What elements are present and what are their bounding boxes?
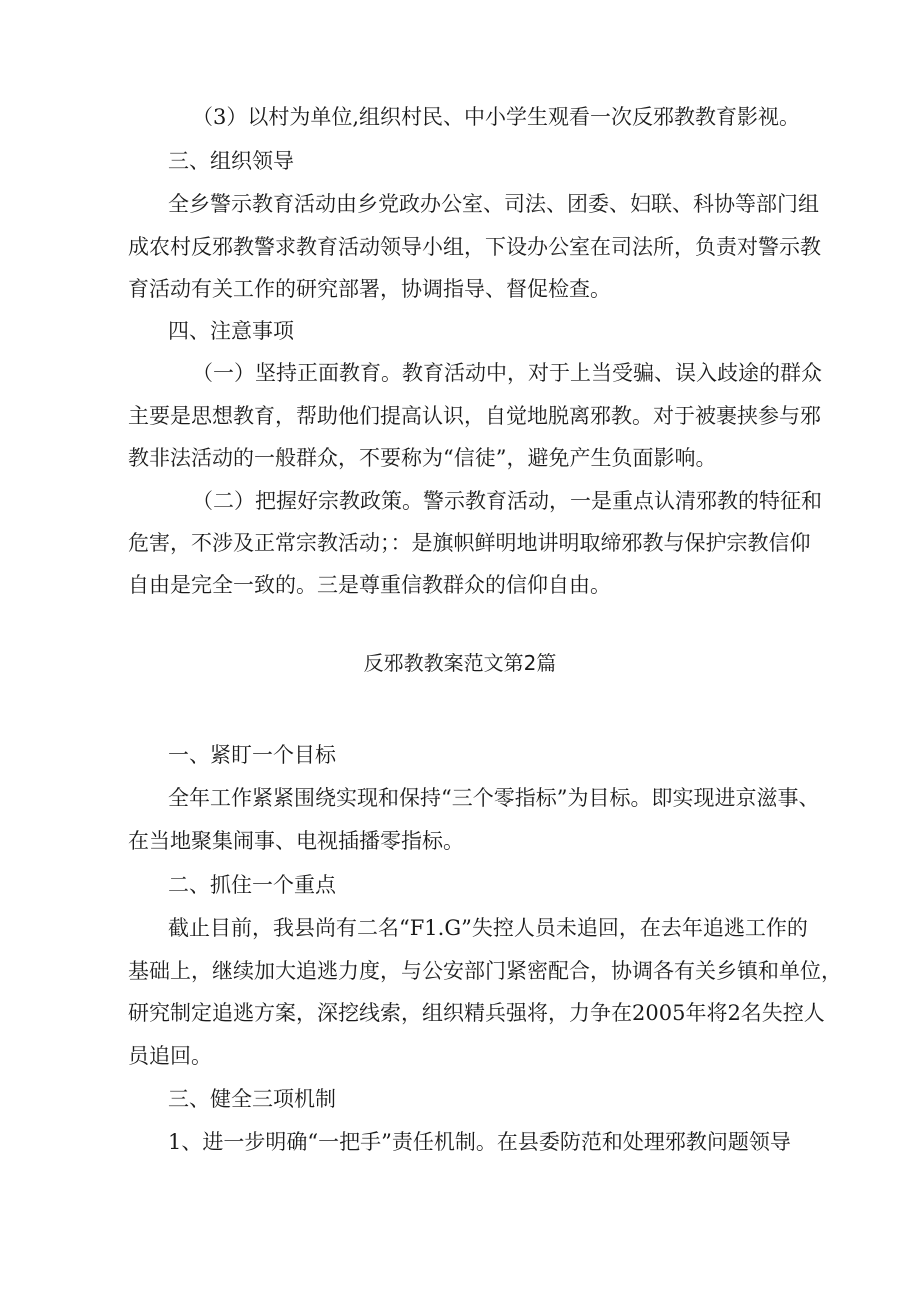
heading-organization: 三、组织领导	[168, 149, 294, 173]
note-2-line-1: （二）把握好宗教政策。警示教育活动，一是重点认清邪教的特征和	[192, 489, 822, 513]
section-title: 反邪教教案范文第2篇	[363, 651, 557, 675]
focus-paragraph-line-1: 截止目前，我县尚有二名“F1.G”失控人员未追回，在去年追逃工作的	[168, 916, 808, 940]
org-paragraph-line-1: 全乡警示教育活动由乡党政办公室、司法、团委、妇联、科协等部门组	[168, 192, 819, 216]
note-1-line-2: 主要是思想教育，帮助他们提高认识，自觉地脱离邪教。对于被裹挟参与邪	[128, 404, 821, 428]
focus-paragraph-line-4: 员追回。	[128, 1044, 212, 1068]
heading-goal: 一、紧盯一个目标	[168, 743, 336, 767]
heading-mechanisms: 三、健全三项机制	[168, 1087, 336, 1111]
focus-paragraph-line-3: 研究制定追逃方案，深挖线索，组织精兵强将，力争在2005年将2名失控人	[128, 1001, 825, 1025]
paragraph-item-3: （3）以村为单位,组织村民、中小学生观看一次反邪教教育影视。	[192, 105, 801, 129]
goal-paragraph-line-2: 在当地聚集闹事、电视插播零指标。	[128, 829, 464, 853]
note-1-line-1: （一）坚持正面教育。教育活动中，对于上当受骗、误入歧途的群众	[192, 361, 822, 385]
heading-focus: 二、抓住一个重点	[168, 873, 336, 897]
note-2-line-3: 自由是完全一致的。三是尊重信教群众的信仰自由。	[128, 573, 611, 597]
note-1-line-3: 教非法活动的一般群众，不要称为“信徒”，避免产生负面影响。	[128, 446, 717, 470]
note-2-line-2: 危害，不涉及正常宗教活动；：是旗帜鲜明地讲明取缔邪教与保护宗教信仰	[128, 531, 811, 555]
mechanism-1-line-1: 1、进一步明确“一把手”责任机制。在县委防范和处理邪教问题领导	[168, 1130, 791, 1154]
focus-paragraph-line-2: 基础上，继续加大追逃力度，与公安部门紧密配合，协调各有关乡镇和单位，	[128, 959, 842, 983]
goal-paragraph-line-1: 全年工作紧紧围绕实现和保持“三个零指标”为目标。即实现进京滋事、	[168, 786, 820, 810]
org-paragraph-line-2: 成农村反邪教警求教育活动领导小组，下设办公室在司法所，负责对警示教	[128, 235, 821, 259]
org-paragraph-line-3: 育活动有关工作的研究部署，协调指导、督促检查。	[128, 277, 611, 301]
heading-notes: 四、注意事项	[168, 319, 294, 343]
